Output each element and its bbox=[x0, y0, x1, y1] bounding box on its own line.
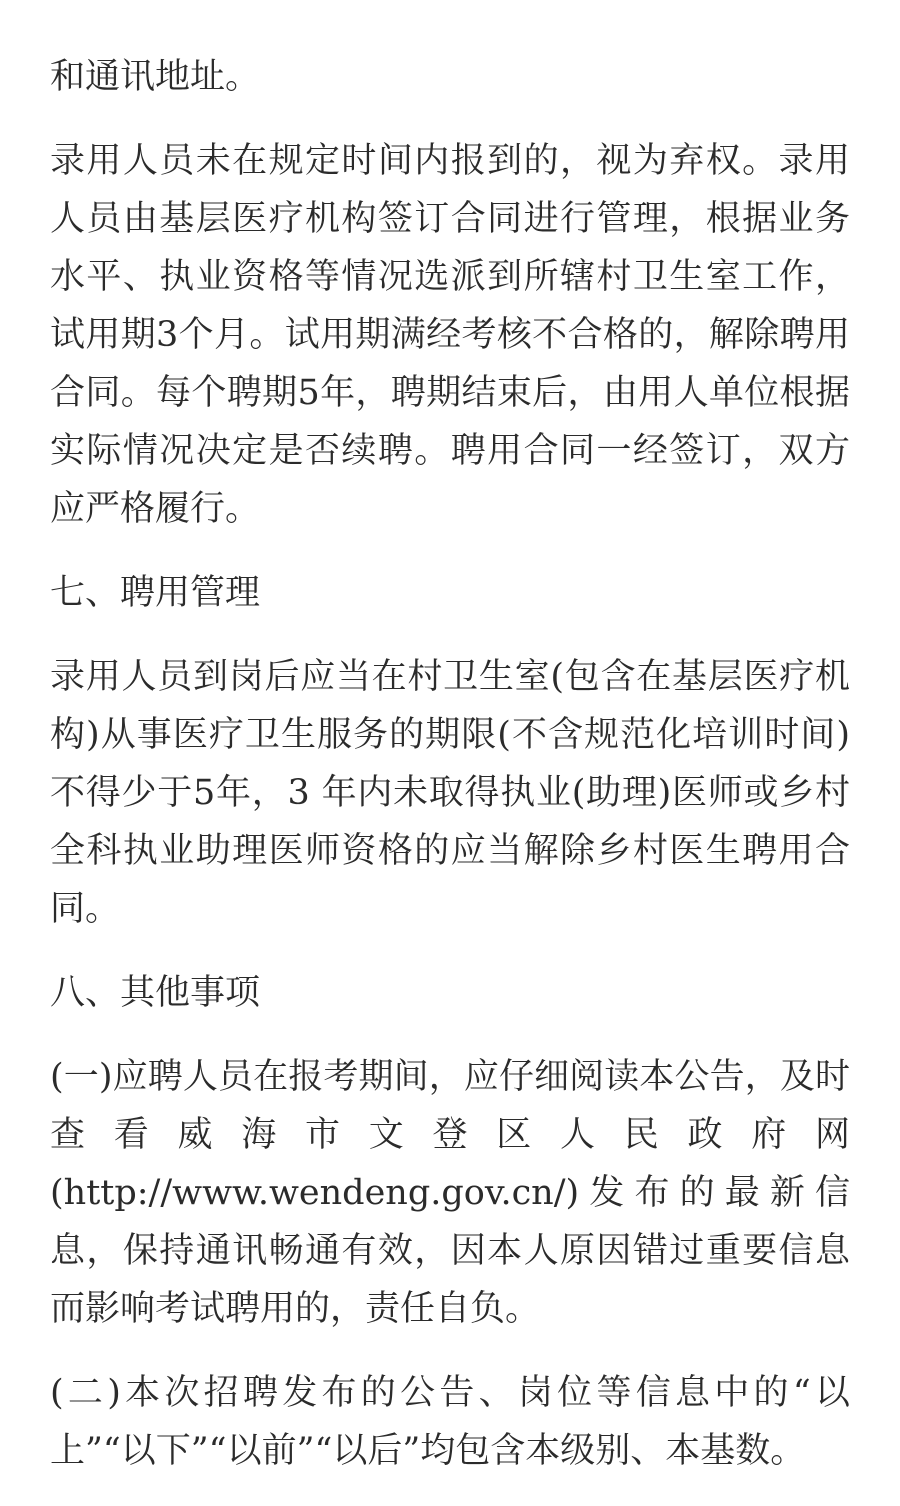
paragraph-other-matters-2: (二)本次招聘发布的公告、岗位等信息中的“以上”“以下”“以前”“以后”均包含本级别、本基数。 bbox=[50, 1373, 850, 1471]
paragraph-service-term: 录用人员到岗后应当在村卫生室(包含在基层医疗机构)从事医疗卫生服务的期限(不含规范化培训时间)不得少于5年，3 年内未取得执业(助理)医师或乡村全科执业助理医师资格的应当解除乡村医生聘用合同。 bbox=[50, 657, 850, 929]
section-heading-employment-management: 七、聘用管理 bbox=[50, 573, 261, 613]
paragraph-contact-address: 和通讯地址。 bbox=[50, 57, 261, 97]
section-heading-other-matters: 八、其他事项 bbox=[50, 973, 261, 1013]
paragraph-onboarding-terms: 录用人员未在规定时间内报到的，视为弃权。录用人员由基层医疗机构签订合同进行管理，根据业务水平、执业资格等情况选派到所辖村卫生室工作，试用期3个月。试用期满经考核不合格的，解除聘用合同。每个聘期5年，聘期结束后，由用人单位根据实际情况决定是否续聘。聘用合同一经签订，双方应严格履行。 bbox=[50, 141, 850, 529]
paragraph-other-matters-1: (一)应聘人员在报考期间，应仔细阅读本公告，及时查看威海市文登区人民政府网(http://www.wendeng.gov.cn/)发布的最新信息，保持通讯畅通有效，因本人原因错过重要信息而影响考试聘用的，责任自负。 bbox=[50, 1057, 850, 1329]
announcement-article bbox=[50, 48, 850, 1506]
